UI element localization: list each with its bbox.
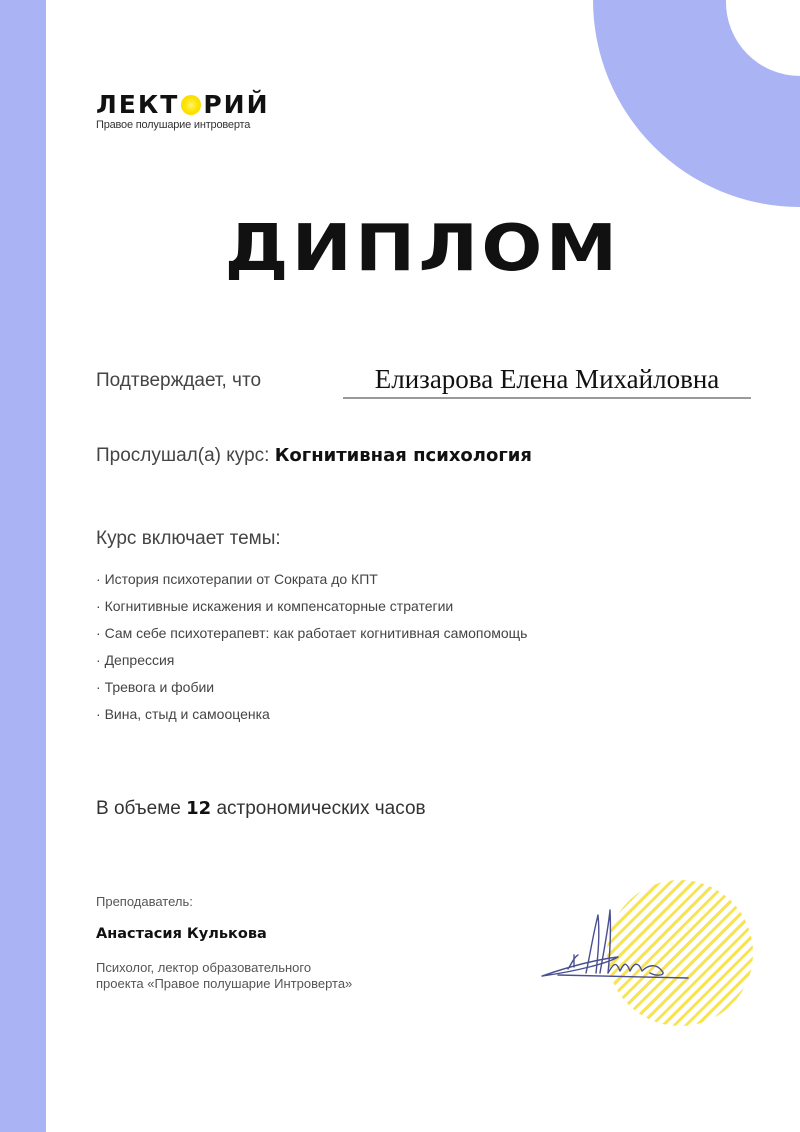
teacher-name: Анастасия Кулькова [96,926,267,942]
left-accent-bar [0,0,46,1132]
topic-item: · Когнитивные искажения и компенсаторные стратегии [96,597,527,624]
recipient-name: Елизарова Елена Михайловна [343,362,751,399]
hours-value: 12 [186,798,212,819]
logo [96,92,270,131]
hours-prefix: В объеме [96,798,181,819]
confirm-label: Подтверждает, что [96,370,262,391]
topics-heading: Курс включает темы: [96,528,281,549]
teacher-label: Преподаватель: [96,894,193,909]
logo-yellow-o-icon [181,95,201,115]
signature-icon [538,905,708,985]
topics-list [96,570,527,732]
topic-item: · Вина, стыд и самооценка [96,705,527,732]
course-line [96,445,532,467]
topic-item: · Сам себе психотерапевт: как работает когнитивная самопомощь [96,624,527,651]
hours-suffix: астрономических часов [216,798,426,819]
teacher-description: Психолог, лектор образовательного проекта «Правое полушарие Интроверта» [96,960,353,991]
topic-item: · Депрессия [96,651,527,678]
document-title: ДИПЛОМ [224,212,621,286]
logo-wordmark: ЛЕКТ РИЙ [96,90,270,119]
hours-line [96,798,426,820]
course-name: Когнитивная психология [274,445,532,466]
topic-item: · История психотерапии от Сократа до КПТ [96,570,527,597]
course-label: Прослушал(а) курс: [96,445,270,466]
logo-subtitle: Правое полушарие интроверта [96,119,251,131]
topic-item: · Тревога и фобии [96,678,527,705]
